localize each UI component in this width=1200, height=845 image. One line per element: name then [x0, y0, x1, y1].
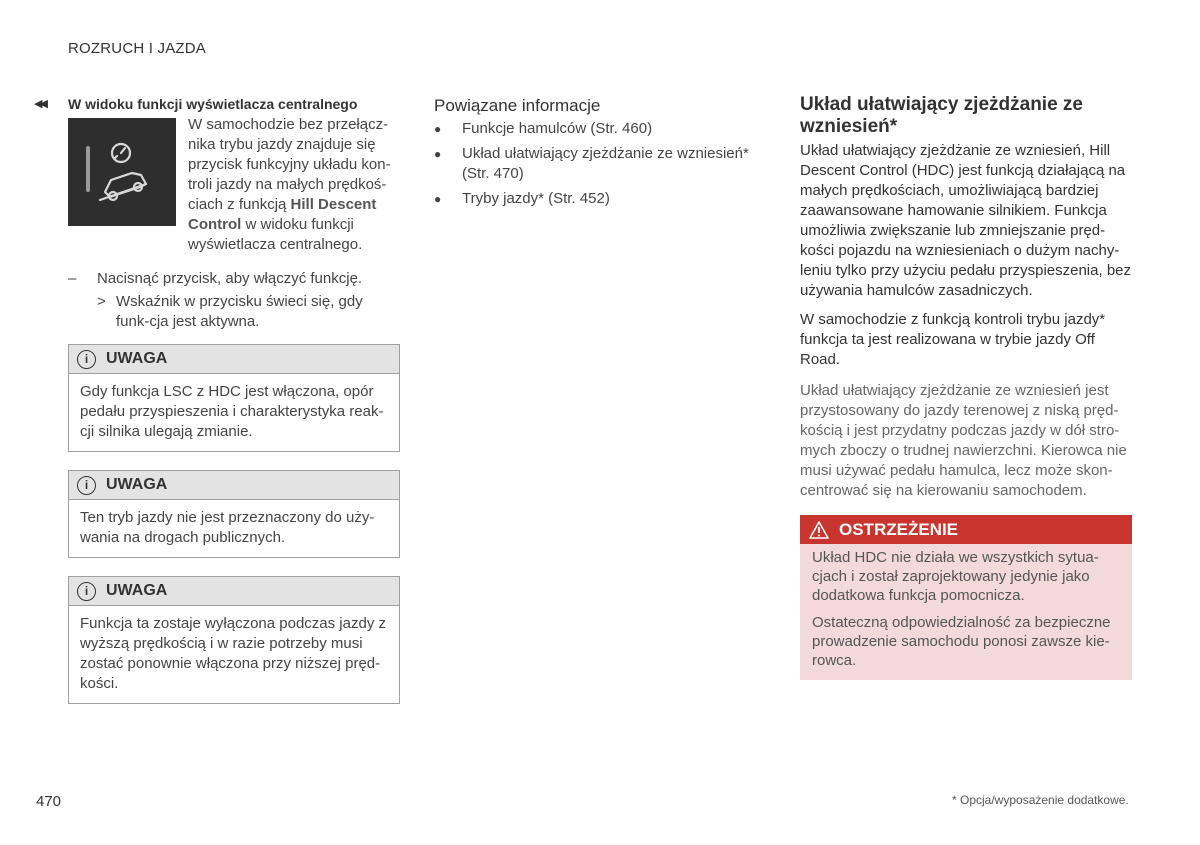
section-title: Układ ułatwiający zjeżdżanie ze wzniesień* [800, 94, 1083, 137]
footnote: * Opcja/wyposażenie dodatkowe. [952, 793, 1129, 807]
section-header: ROZRUCH I JAZDA [68, 40, 206, 57]
image-description: W samochodzie bez przełącz-nika trybu jazdy znajduje się przycisk funkcyjny układu kon-troli jazdy na małych prędkoś-ciach z funkcją Hill Descent Control w widoku funkcji wyświetlacza centralnego. [188, 116, 391, 253]
note-box-2 [68, 470, 400, 558]
back-arrows-icon[interactable]: ◀◀ [34, 98, 45, 110]
image-block [68, 118, 400, 255]
note-box-3 [68, 576, 400, 704]
related-link[interactable]: ● Układ ułatwiający zjeżdżanie ze wzniesień* (Str. 470) [434, 145, 749, 182]
paragraph-3: Układ ułatwiający zjeżdżanie ze wzniesień jest przystosowany do jazdy terenowej z niską pręd-kością i jest przydatny podczas jazdy w dół stro-mych zboczy o trudnej nawierzchni. Kierowca nie musi używać pedału hamulca, lecz może skon-centrować się na kierowaniu samochodem. [800, 382, 1127, 499]
hdc-button-image [68, 118, 176, 226]
note-title: UWAGA [106, 350, 168, 367]
related-link[interactable]: ● Tryby jazdy* (Str. 452) [434, 190, 610, 207]
note-box-1 [68, 344, 400, 452]
note-text: Funkcja ta zostaje wyłączona podczas jazdy z wyższą prędkością i w razie potrzeby musi zostać ponownie włączona przy niższej pręd-kości. [80, 615, 386, 692]
paragraph-2: W samochodzie z funkcją kontroli trybu jazdy* funkcja ta jest realizowana w trybie jazdy Off Road. [800, 311, 1106, 368]
warning-title: OSTRZEŻENIE [839, 519, 959, 539]
bullet-icon: ● [434, 192, 442, 206]
bullet-icon: ● [434, 122, 442, 136]
note-text: Ten tryb jazdy nie jest przeznaczony do uży-wania na drogach publicznych. [80, 509, 375, 546]
info-icon: i [77, 476, 96, 495]
column-right [800, 94, 1132, 680]
related-link[interactable]: ● Funkcje hamulców (Str. 460) [434, 120, 653, 137]
related-heading: Powiązane informacje [434, 96, 601, 115]
info-icon: i [77, 582, 96, 601]
info-icon: i [77, 350, 96, 369]
page-number: 470 [36, 793, 62, 810]
subheading: ◀◀ W widoku funkcji wyświetlacza centralnego [34, 96, 358, 112]
step-item: – Nacisnąć przycisk, aby włączyć funkcję. [68, 270, 363, 287]
column-left [34, 96, 400, 704]
paragraph-1: Układ ułatwiający zjeżdżanie ze wzniesień, Hill Descent Control (HDC) jest funkcją działającą na małych prędkościach, umożliwiającą bardziej zaawansowane hamowanie silnikiem. Funkcja umożliwia zwiększanie lub zmniejszanie pręd-kości pojazdu na wzniesieniach o dużym nachy-leniu tylko przy użyciu pedału przyspieszenia, bez używania hamulców zasadniczych. [800, 142, 1132, 299]
warning-triangle-icon [809, 521, 829, 539]
bullet-icon: ● [434, 147, 442, 161]
result-item: > Wskaźnik w przycisku świeci się, gdy funk-cja jest aktywna. [97, 293, 363, 330]
note-title: UWAGA [106, 476, 168, 493]
note-title: UWAGA [106, 582, 168, 599]
column-middle [434, 96, 774, 209]
warning-text-1: Układ HDC nie działa we wszystkich sytua-cjach i został zaprojektowany jedynie jako dodatkowa funkcja pomocnicza. [812, 549, 1099, 604]
warning-box [800, 515, 1132, 680]
warning-text-2: Ostateczną odpowiedzialność za bezpieczne prowadzenie samochodu ponosi zawsze kie-rowca. [812, 614, 1111, 669]
note-text: Gdy funkcja LSC z HDC jest włączona, opór pedału przyspieszenia i charakterystyka reak-cji silnika ulegają zmianie. [80, 383, 384, 440]
